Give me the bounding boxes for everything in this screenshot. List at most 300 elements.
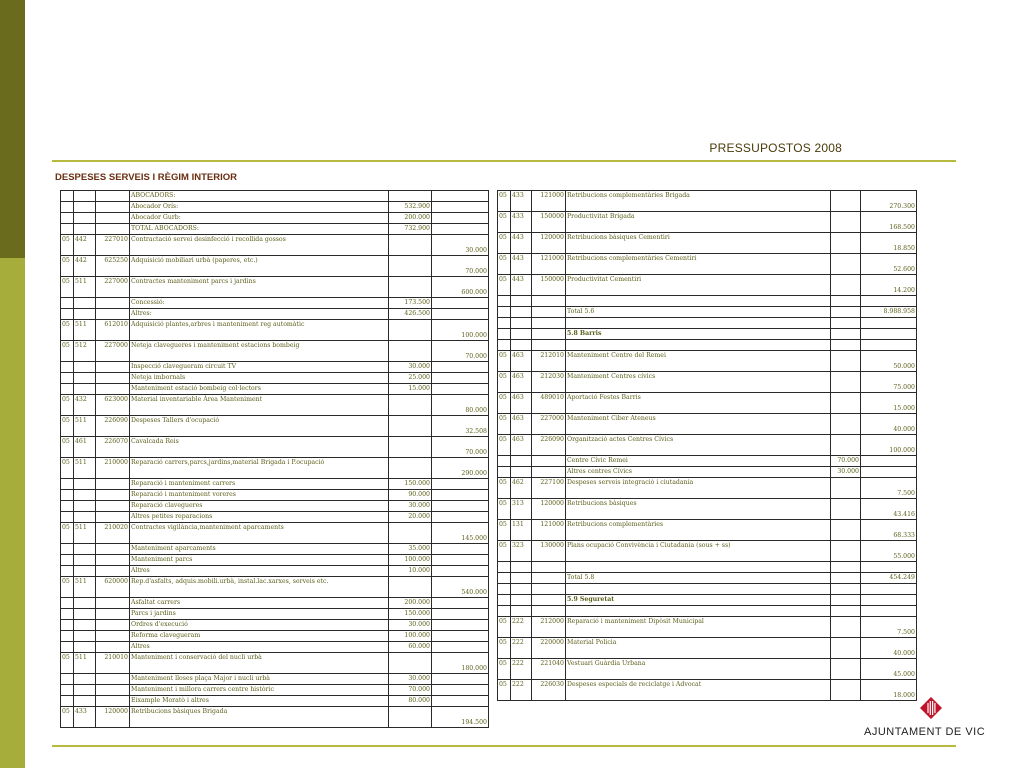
cell-program [74, 696, 96, 707]
cell-economic: 212030 [532, 372, 566, 393]
table-row [61, 685, 489, 696]
table-row [498, 478, 917, 499]
cell-program [74, 566, 96, 577]
cell-amount [861, 595, 917, 606]
table-row [61, 256, 489, 277]
cell-economic [96, 555, 130, 566]
cell-subtotal [831, 393, 861, 414]
cell-program: 463 [511, 414, 532, 435]
cell-subtotal [389, 341, 432, 362]
cell-org: 05 [61, 577, 74, 598]
cell-subtotal [831, 254, 861, 275]
cell-economic: 226030 [532, 680, 566, 701]
cell-economic: 130000 [532, 541, 566, 562]
cell-economic [532, 606, 566, 617]
cell-org [61, 620, 74, 631]
cell-economic: 227100 [532, 478, 566, 499]
cell-org [498, 584, 511, 595]
cell-concept: Retribucions complementàries Cementiri [566, 254, 831, 275]
cell-economic: 623000 [96, 395, 130, 416]
cell-concept: Reparació clavegueres [130, 501, 389, 512]
cell-program [74, 609, 96, 620]
cell-economic [532, 340, 566, 351]
cell-concept: ABOCADORS: [130, 191, 389, 202]
cell-subtotal [831, 212, 861, 233]
cell-subtotal [831, 372, 861, 393]
cell-program [74, 512, 96, 523]
cell-amount: 70.000 [432, 437, 489, 458]
table-row [498, 329, 917, 340]
cell-amount [432, 609, 489, 620]
cell-program: 432 [74, 395, 96, 416]
cell-program [511, 340, 532, 351]
cell-amount [861, 562, 917, 573]
table-row [498, 318, 917, 329]
cell-economic [96, 696, 130, 707]
cell-org: 05 [498, 478, 511, 499]
cell-subtotal: 150.000 [389, 609, 432, 620]
cell-program: 222 [511, 680, 532, 701]
cell-program [74, 544, 96, 555]
cell-program [74, 642, 96, 653]
cell-amount [861, 467, 917, 478]
cell-economic: 210020 [96, 523, 130, 544]
cell-program [74, 373, 96, 384]
cell-subtotal: 30.000 [389, 674, 432, 685]
table-row [498, 307, 917, 318]
cell-amount [432, 512, 489, 523]
cell-concept [566, 584, 831, 595]
cell-org [61, 566, 74, 577]
table-row [61, 479, 489, 490]
cell-program [74, 501, 96, 512]
table-row [61, 577, 489, 598]
cell-program [74, 191, 96, 202]
cell-org [61, 609, 74, 620]
cell-economic [532, 307, 566, 318]
cell-concept: Total 5.6 [566, 307, 831, 318]
cell-org: 05 [498, 254, 511, 275]
cell-amount: 145.000 [432, 523, 489, 544]
table-row [61, 501, 489, 512]
cell-subtotal: 30.000 [389, 501, 432, 512]
cell-amount [432, 479, 489, 490]
cell-subtotal [831, 520, 861, 541]
cell-amount [432, 685, 489, 696]
cell-concept: Altres [130, 566, 389, 577]
cell-concept: Eixample Moratò i altres [130, 696, 389, 707]
cell-concept: 5.8 Barris [566, 329, 831, 340]
cell-program: 222 [511, 659, 532, 680]
cell-program: 511 [74, 458, 96, 479]
table-row [61, 555, 489, 566]
cell-amount: 30.000 [432, 235, 489, 256]
cell-org: 05 [498, 541, 511, 562]
cell-org [61, 598, 74, 609]
cell-economic [532, 329, 566, 340]
cell-program: 433 [74, 707, 96, 728]
cell-concept: Material inventariable Àrea Manteniment [130, 395, 389, 416]
cell-economic [532, 595, 566, 606]
cell-concept: Asfaltat carrers [130, 598, 389, 609]
table-row [498, 275, 917, 296]
cell-concept: Contractes manteniment parcs i jardins [130, 277, 389, 298]
cell-program [74, 202, 96, 213]
cell-subtotal [831, 562, 861, 573]
table-row [61, 362, 489, 373]
cell-org: 05 [498, 351, 511, 372]
cell-amount: 18.850 [861, 233, 917, 254]
cell-concept: Adquisició plantes,arbres i manteniment reg automàtic [130, 320, 389, 341]
cell-economic: 220000 [532, 638, 566, 659]
cell-amount: 40.000 [861, 638, 917, 659]
cell-economic [532, 573, 566, 584]
cell-amount [432, 566, 489, 577]
cell-concept: Manteniment aparcaments [130, 544, 389, 555]
cell-org: 05 [61, 235, 74, 256]
cell-amount: 600.000 [432, 277, 489, 298]
cell-amount [861, 456, 917, 467]
cell-amount: 290.000 [432, 458, 489, 479]
cell-subtotal [389, 256, 432, 277]
cell-subtotal [831, 573, 861, 584]
table-row [498, 351, 917, 372]
cell-program [74, 490, 96, 501]
cell-subtotal [831, 435, 861, 456]
cell-concept: Parcs i jardins [130, 609, 389, 620]
sidebar-band-dark [0, 0, 25, 258]
table-row [61, 320, 489, 341]
cell-amount [432, 191, 489, 202]
cell-org: 05 [498, 275, 511, 296]
cell-economic: 120000 [532, 499, 566, 520]
cell-program: 463 [511, 435, 532, 456]
cell-amount [432, 384, 489, 395]
cell-org [498, 595, 511, 606]
cell-subtotal [831, 318, 861, 329]
table-row [498, 296, 917, 307]
cell-amount [432, 213, 489, 224]
cell-economic [532, 467, 566, 478]
cell-subtotal [831, 584, 861, 595]
cell-amount: 75.000 [861, 372, 917, 393]
table-row [498, 520, 917, 541]
cell-subtotal: 100.000 [389, 631, 432, 642]
cell-concept: Retribucions complementàries [566, 520, 831, 541]
cell-amount: 7.500 [861, 478, 917, 499]
cell-program: 463 [511, 393, 532, 414]
cell-org: 05 [61, 707, 74, 728]
cell-amount [432, 631, 489, 642]
cell-concept: Adquisició mobiliari urbà (paperes, etc.) [130, 256, 389, 277]
table-row [61, 544, 489, 555]
cell-economic [96, 384, 130, 395]
cell-org: 05 [498, 638, 511, 659]
cell-concept [566, 562, 831, 573]
table-row [61, 523, 489, 544]
cell-economic [96, 191, 130, 202]
cell-org [61, 490, 74, 501]
cell-org [61, 501, 74, 512]
cell-economic: 210000 [96, 458, 130, 479]
cell-amount [861, 296, 917, 307]
cell-concept: Rep.d'asfalts, adquis.mobili.urbà, instal.lac.xarxes, serveis etc. [130, 577, 389, 598]
cell-org [498, 318, 511, 329]
cell-economic: 489010 [532, 393, 566, 414]
table-row [61, 674, 489, 685]
cell-program: 222 [511, 617, 532, 638]
cell-program [511, 573, 532, 584]
cell-org: 05 [61, 437, 74, 458]
table-row [61, 191, 489, 202]
cell-concept: Reparació i manteniment voreres [130, 490, 389, 501]
cell-subtotal: 90.000 [389, 490, 432, 501]
cell-subtotal: 15.000 [389, 384, 432, 395]
cell-economic [96, 224, 130, 235]
cell-program [74, 362, 96, 373]
cell-program: 443 [511, 254, 532, 275]
cell-amount: 70.000 [432, 256, 489, 277]
cell-concept: Retribucions complementàries Brigada [566, 191, 831, 212]
table-row [61, 707, 489, 728]
cell-economic [96, 642, 130, 653]
cell-amount: 194.500 [432, 707, 489, 728]
cell-economic: 227000 [96, 341, 130, 362]
cell-program: 511 [74, 653, 96, 674]
cell-subtotal: 80.000 [389, 696, 432, 707]
cell-amount [861, 584, 917, 595]
cell-amount: 80.000 [432, 395, 489, 416]
cell-amount [432, 362, 489, 373]
cell-concept: Retribucions bàsiques [566, 499, 831, 520]
cell-amount [432, 555, 489, 566]
cell-subtotal [831, 659, 861, 680]
cell-amount [432, 373, 489, 384]
cell-concept [566, 340, 831, 351]
cell-amount: 55.000 [861, 541, 917, 562]
cell-org [61, 373, 74, 384]
cell-amount [432, 298, 489, 309]
cell-program: 442 [74, 256, 96, 277]
table-row [61, 213, 489, 224]
cell-amount [432, 224, 489, 235]
table-row [498, 372, 917, 393]
cell-amount [432, 490, 489, 501]
cell-amount: 14.200 [861, 275, 917, 296]
cell-economic [96, 544, 130, 555]
cell-amount [432, 544, 489, 555]
cell-amount: 52.600 [861, 254, 917, 275]
table-row [61, 653, 489, 674]
cell-amount: 180.000 [432, 653, 489, 674]
table-row [498, 254, 917, 275]
cell-program [74, 384, 96, 395]
table-row [61, 696, 489, 707]
cell-program: 463 [511, 372, 532, 393]
cell-program: 433 [511, 212, 532, 233]
cell-economic [96, 674, 130, 685]
cell-program: 462 [511, 478, 532, 499]
table-row [498, 680, 917, 701]
cell-org [61, 362, 74, 373]
cell-org: 05 [61, 416, 74, 437]
cell-org [61, 479, 74, 490]
cell-subtotal [831, 351, 861, 372]
table-row [498, 233, 917, 254]
cell-org: 05 [498, 372, 511, 393]
cell-subtotal [389, 277, 432, 298]
cell-economic [96, 631, 130, 642]
cell-concept: Contractació servei desinfecció i recollida gossos [130, 235, 389, 256]
cell-economic [96, 501, 130, 512]
cell-subtotal: 200.000 [389, 598, 432, 609]
cell-economic [96, 512, 130, 523]
cell-amount: 540.000 [432, 577, 489, 598]
cell-economic: 612010 [96, 320, 130, 341]
cell-economic: 227010 [96, 235, 130, 256]
cell-org: 05 [61, 320, 74, 341]
sidebar-band-light [0, 258, 25, 768]
cell-economic: 212010 [532, 351, 566, 372]
cell-economic: 227000 [532, 414, 566, 435]
cell-economic: 121000 [532, 191, 566, 212]
organization-name: AJUNTAMENT DE VIC [864, 726, 986, 738]
cell-program: 433 [511, 191, 532, 212]
cell-amount [861, 329, 917, 340]
cell-subtotal [831, 680, 861, 701]
table-row [61, 235, 489, 256]
cell-program [511, 456, 532, 467]
cell-concept: Aportació Festes Barris [566, 393, 831, 414]
page-title: PRESSUPOSTOS 2008 [709, 141, 842, 155]
cell-org [61, 384, 74, 395]
cell-org [61, 298, 74, 309]
cell-amount: 18.000 [861, 680, 917, 701]
cell-org [498, 573, 511, 584]
cell-program [511, 606, 532, 617]
cell-economic [96, 373, 130, 384]
cell-org: 05 [61, 277, 74, 298]
cell-program: 511 [74, 577, 96, 598]
table-row [498, 456, 917, 467]
top-rule [52, 160, 956, 162]
cell-concept: Manteniment parcs [130, 555, 389, 566]
cell-concept: Abocador Gurb: [130, 213, 389, 224]
cell-economic [96, 685, 130, 696]
cell-economic: 150000 [532, 275, 566, 296]
cell-economic: 120000 [96, 707, 130, 728]
table-row [498, 340, 917, 351]
cell-amount: 100.000 [861, 435, 917, 456]
cell-amount [432, 202, 489, 213]
table-row [61, 224, 489, 235]
municipal-logo-icon [920, 697, 942, 719]
cell-subtotal: 200.000 [389, 213, 432, 224]
cell-subtotal: 426.500 [389, 309, 432, 320]
cell-subtotal [831, 296, 861, 307]
cell-concept: Neteja clavegueres i manteniment estacions bombeig [130, 341, 389, 362]
cell-program [74, 620, 96, 631]
cell-program: 511 [74, 416, 96, 437]
cell-economic: 226070 [96, 437, 130, 458]
cell-economic: 120000 [532, 233, 566, 254]
cell-amount: 40.000 [861, 414, 917, 435]
cell-concept: Despeses serveis integració i ciutadania [566, 478, 831, 499]
cell-subtotal: 100.000 [389, 555, 432, 566]
cell-subtotal [831, 541, 861, 562]
table-row [498, 393, 917, 414]
cell-concept: Total 5.8 [566, 573, 831, 584]
cell-program [74, 598, 96, 609]
cell-subtotal [831, 595, 861, 606]
cell-amount: 7.500 [861, 617, 917, 638]
cell-economic [532, 318, 566, 329]
cell-program [74, 631, 96, 642]
cell-program [74, 309, 96, 320]
cell-economic: 210010 [96, 653, 130, 674]
cell-org [61, 631, 74, 642]
cell-subtotal [389, 235, 432, 256]
cell-program: 313 [511, 499, 532, 520]
cell-org [498, 467, 511, 478]
cell-program: 222 [511, 638, 532, 659]
cell-subtotal [831, 275, 861, 296]
cell-org [61, 512, 74, 523]
cell-subtotal: 30.000 [389, 620, 432, 631]
cell-program: 511 [74, 523, 96, 544]
cell-economic: 226090 [96, 416, 130, 437]
cell-org [498, 606, 511, 617]
cell-program: 323 [511, 541, 532, 562]
table-row [61, 277, 489, 298]
cell-concept: Cavalcada Reis [130, 437, 389, 458]
table-row [61, 341, 489, 362]
table-row [61, 512, 489, 523]
cell-org: 05 [61, 341, 74, 362]
table-row [61, 620, 489, 631]
cell-subtotal: 70.000 [389, 685, 432, 696]
cell-org [61, 642, 74, 653]
cell-amount [432, 598, 489, 609]
table-row [61, 437, 489, 458]
left-budget-table [60, 190, 489, 728]
table-row [61, 609, 489, 620]
cell-amount [861, 318, 917, 329]
cell-org: 05 [498, 680, 511, 701]
cell-program: 442 [74, 235, 96, 256]
cell-subtotal: 35.000 [389, 544, 432, 555]
cell-subtotal [389, 707, 432, 728]
cell-subtotal [831, 499, 861, 520]
cell-concept [566, 318, 831, 329]
cell-subtotal: 20.000 [389, 512, 432, 523]
cell-economic: 226090 [532, 435, 566, 456]
cell-amount [432, 620, 489, 631]
bottom-rule [52, 745, 956, 747]
table-row [61, 373, 489, 384]
cell-org [61, 674, 74, 685]
cell-subtotal [389, 523, 432, 544]
cell-program [511, 318, 532, 329]
table-row [61, 202, 489, 213]
cell-org [61, 696, 74, 707]
cell-concept: Manteniment Centres cívics [566, 372, 831, 393]
cell-subtotal [831, 606, 861, 617]
cell-concept: Centre Cívic Remei [566, 456, 831, 467]
cell-program: 131 [511, 520, 532, 541]
table-row [498, 467, 917, 478]
cell-program [74, 685, 96, 696]
